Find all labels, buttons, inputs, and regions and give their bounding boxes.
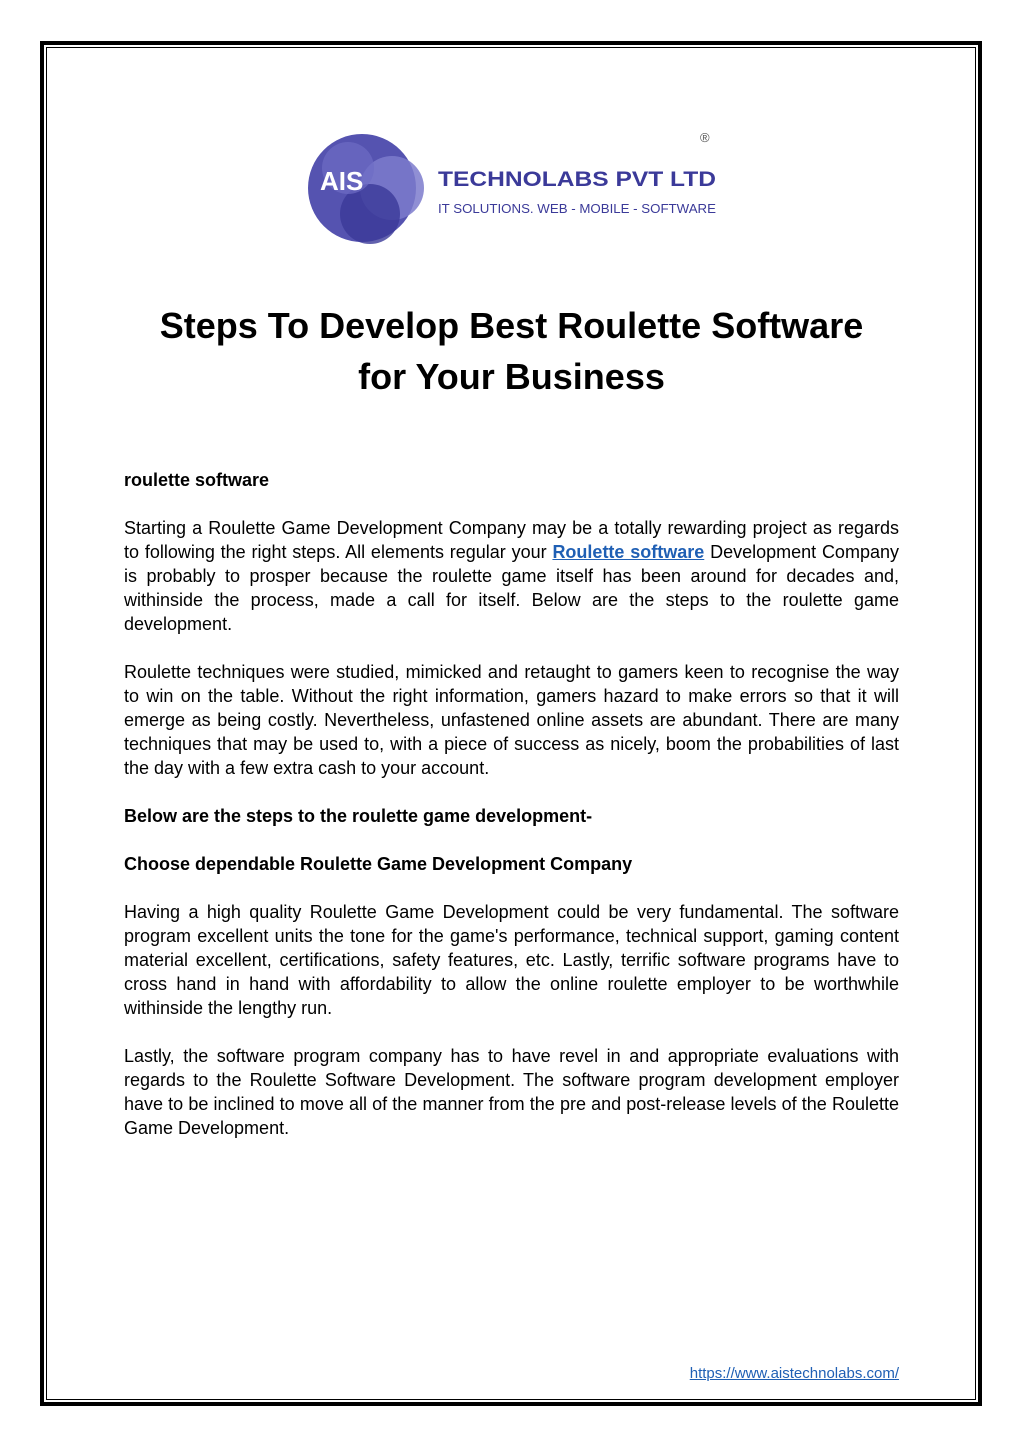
footer-website-link[interactable]: https://www.aistechnolabs.com/ xyxy=(689,1365,899,1382)
logo-badge-text: AIS xyxy=(320,166,364,196)
paragraph-intro xyxy=(124,516,899,636)
title-line-2: for Your Business xyxy=(358,356,665,397)
heading-choose-company: Choose dependable Roulette Game Development Company xyxy=(124,854,633,874)
heading-steps: Below are the steps to the roulette game development- xyxy=(124,806,593,826)
subtitle: roulette software xyxy=(124,470,270,490)
article-body xyxy=(124,468,899,1164)
logo-company-name: TECHNOLABS PVT LTD xyxy=(438,168,716,191)
paragraph-quality: Having a high quality Roulette Game Development could be very fundamental. The software program excellent units the tone for the game's performance, technical support, gaming content material excellent, certifications, safety features, etc. Lastly, terrific software programs have to cross hand in hand with affordability to allow the online roulette employer to be worthwhile withinside the lengthy run. xyxy=(124,902,899,1018)
paragraph-techniques: Roulette techniques were studied, mimicked and retaught to gamers keen to recognise the way to win on the table. Without the right information, gamers hazard to make errors so that it will emerge as being costly. Nevertheless, unfastened online assets are abundant. There are many techniques that may be used to, with a piece of success as nicely, boom the probabilities of last the day with a few extra cash to your account. xyxy=(124,662,899,778)
paragraph-intro-text-1: Starting a Roulette Game Development Company may be a totally rewarding project as regards to following the right steps. All elements regular your xyxy=(124,518,899,562)
roulette-software-link[interactable]: Roulette software xyxy=(552,542,705,562)
paragraph-lastly: Lastly, the software program company has to have revel in and appropriate evaluations with regards to the Roulette Software Development. The software program development employer have to be inclined to move all of the manner from the pre and post-release levels of the Roulette Game Development. xyxy=(124,1046,899,1138)
company-logo xyxy=(300,128,730,248)
logo-registered-mark: ® xyxy=(700,130,710,145)
logo-tagline: IT SOLUTIONS. WEB - MOBILE - SOFTWARE xyxy=(438,201,717,216)
paragraph-intro-text-2: Development Company is probably to prosper because the roulette game itself has been around for decades and, withinside the process, made a call for itself. Below are the steps to the roulette game development. xyxy=(124,542,899,634)
title-line-1: Steps To Develop Best Roulette Software xyxy=(159,305,864,346)
page-title xyxy=(100,300,923,402)
